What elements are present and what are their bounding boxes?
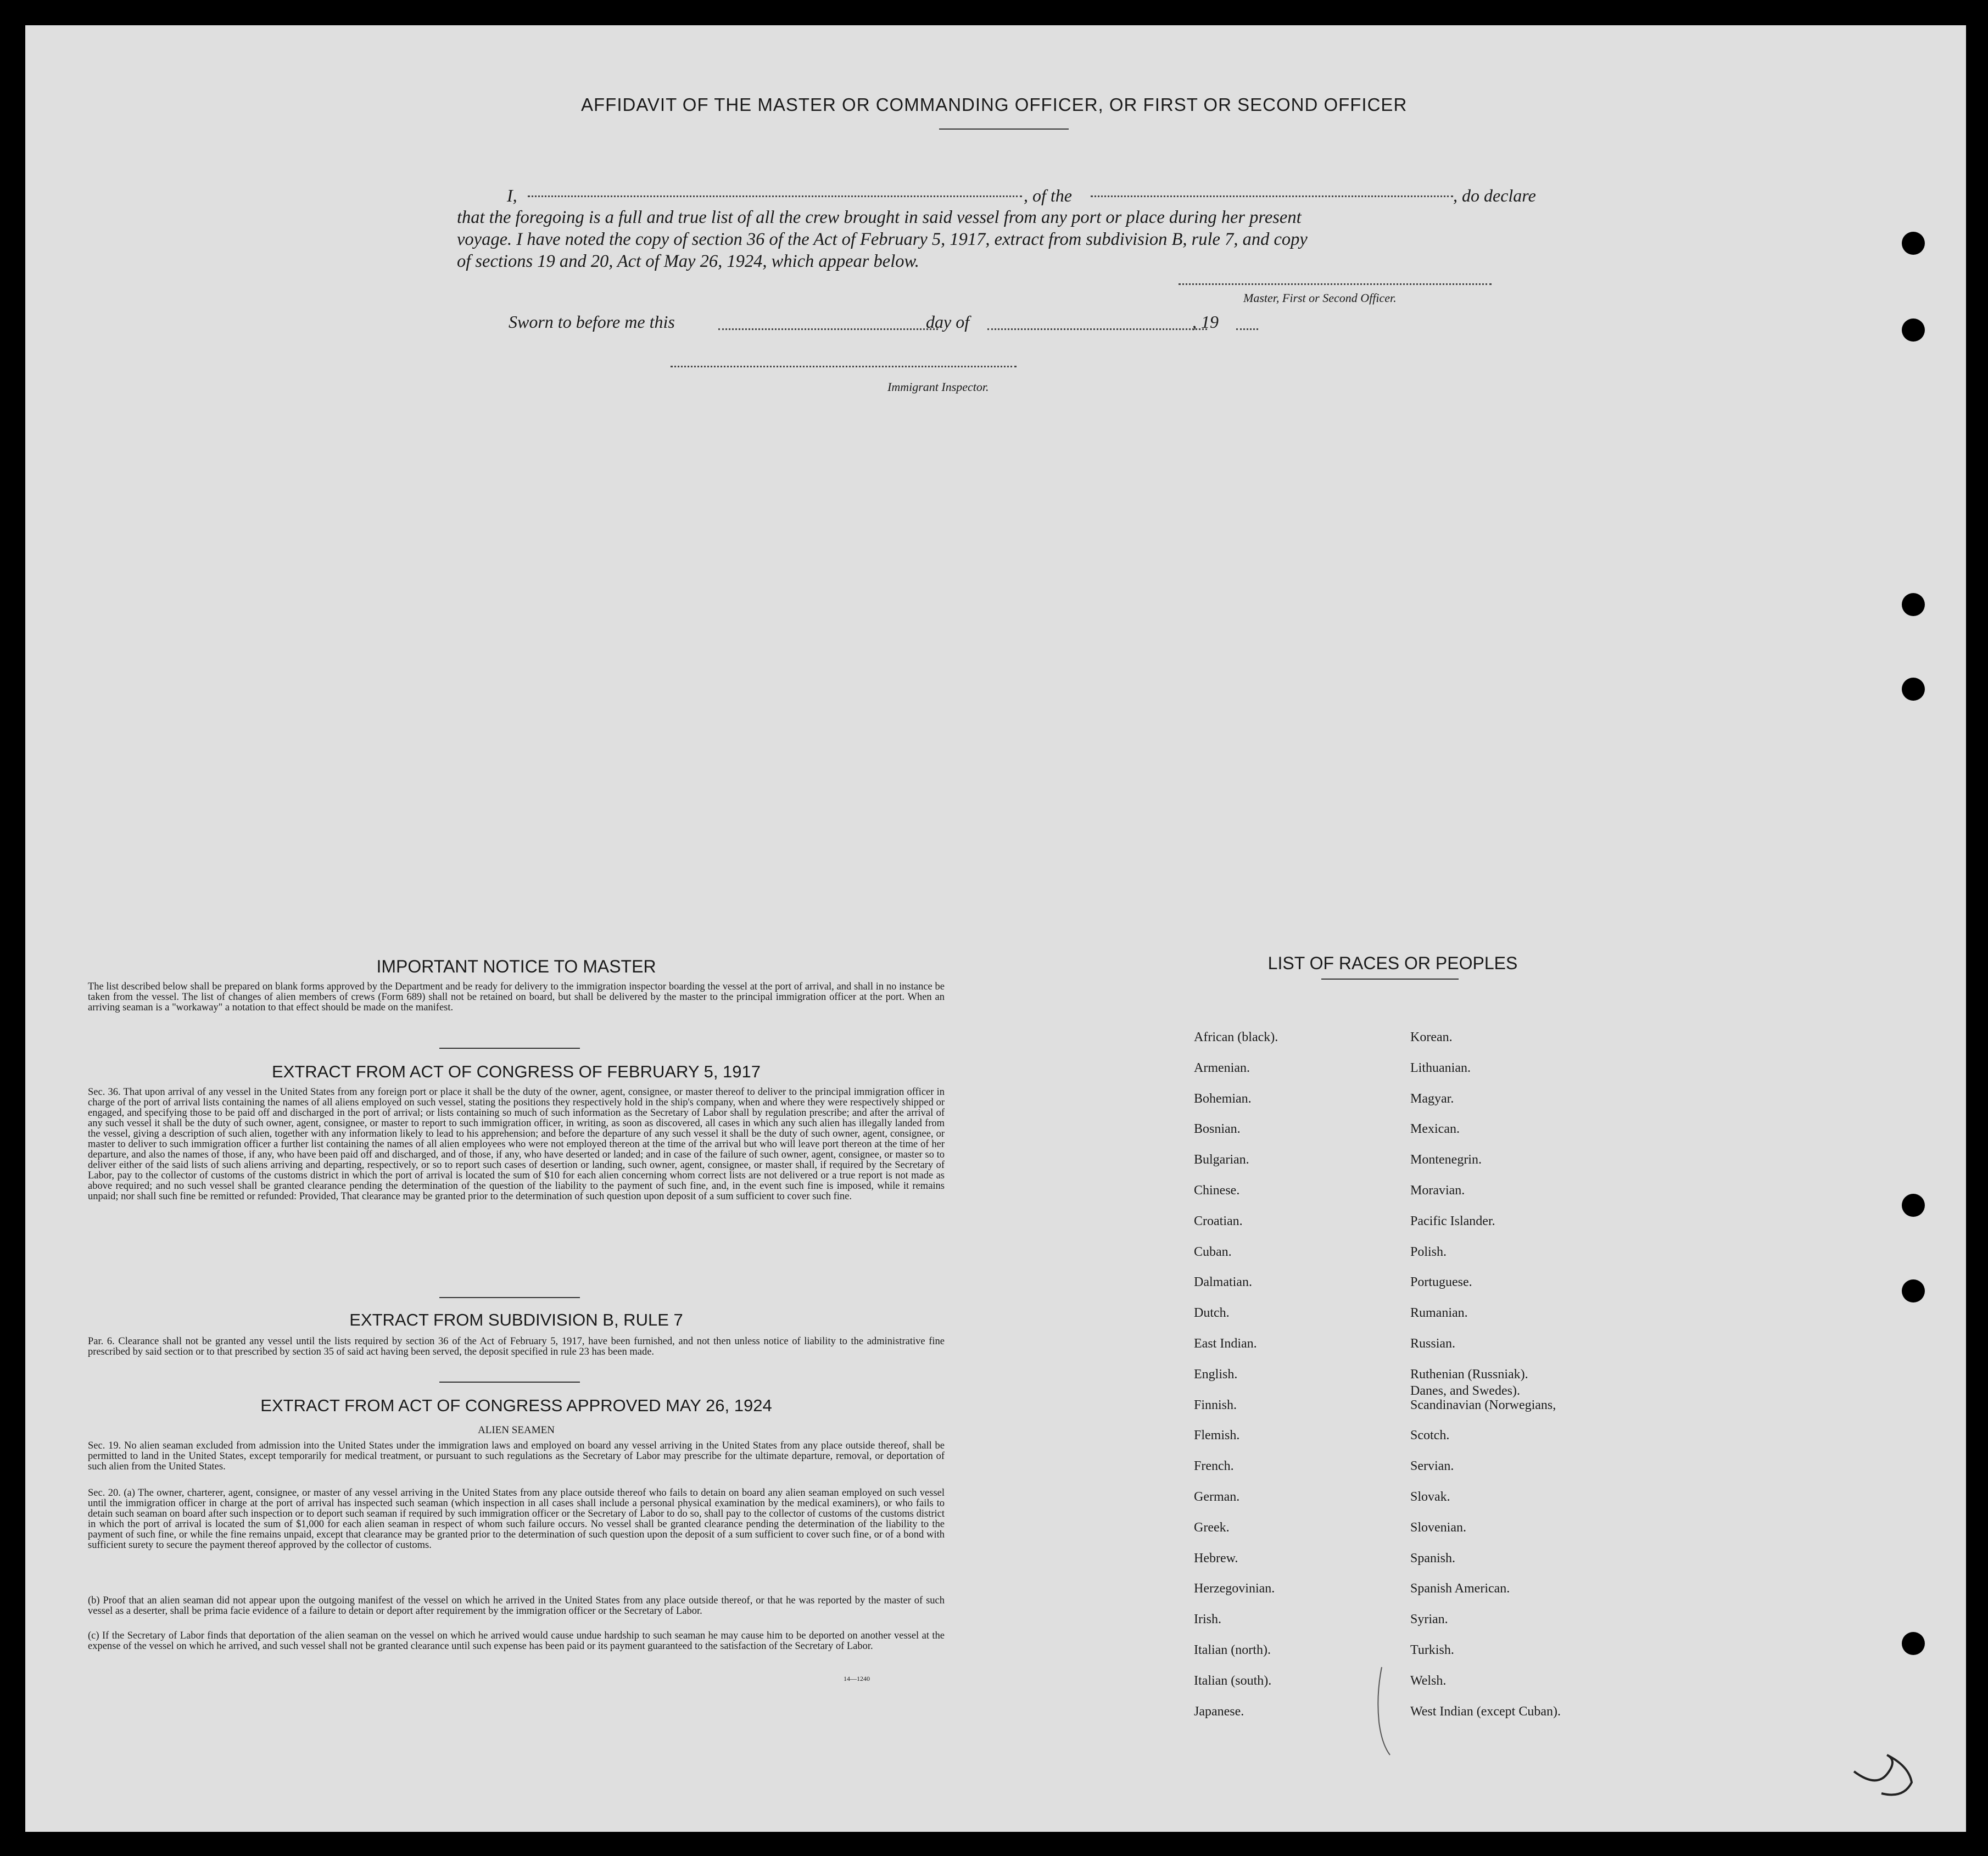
race-item: Italian (south). bbox=[1194, 1674, 1272, 1688]
race-item: West Indian (except Cuban). bbox=[1410, 1704, 1561, 1719]
race-item: French. bbox=[1194, 1459, 1234, 1473]
race-item: Rumanian. bbox=[1410, 1306, 1468, 1320]
races-heading: LIST OF RACES OR PEOPLES bbox=[1267, 953, 1518, 973]
race-item: Pacific Islander. bbox=[1410, 1214, 1495, 1228]
sworn-year: , 19 bbox=[1192, 312, 1219, 332]
notice-divider bbox=[439, 1048, 580, 1049]
race-item: German. bbox=[1194, 1490, 1240, 1504]
extract-1924-sec20c: (c) If the Secretary of Labor finds that deportation of the alien seaman on the vessel on which he arrived would cause undue hardship to such seaman he may cause him to be deported on another vessel at the expense of the vessel on which he arrived, and such vessel shall not be granted clearance until such expense has been paid or its payment guaranteed to the satisfaction of the Secretary of Labor. bbox=[88, 1630, 945, 1652]
race-item: Flemish. bbox=[1194, 1428, 1240, 1443]
master-caption: Master, First or Second Officer. bbox=[1243, 291, 1397, 305]
race-item: Korean. bbox=[1410, 1030, 1453, 1044]
handwritten-mark bbox=[1849, 1749, 1925, 1804]
sworn-year-blank bbox=[1236, 328, 1258, 330]
sworn-prefix: Sworn to before me this bbox=[509, 312, 675, 332]
race-item: Bulgarian. bbox=[1194, 1153, 1249, 1167]
extract-1924-heading: EXTRACT FROM ACT OF CONGRESS APPROVED MAY 26, 1924 bbox=[260, 1396, 772, 1415]
extract-1924-sec20b: (b) Proof that an alien seaman did not appear upon the outgoing manifest of the vessel on which he arrived in the United States from any place outside thereof, or that he was reported by the master of such vessel as a deserter, shall be prima facie evidence of a failure to detain or deport after requirement by the immigration officer or the Secretary of Labor. bbox=[88, 1595, 945, 1617]
notice-heading: IMPORTANT NOTICE TO MASTER bbox=[376, 957, 656, 976]
vessel-blank bbox=[1091, 195, 1453, 197]
race-item: Herzegovinian. bbox=[1194, 1581, 1275, 1596]
extract-1917-heading: EXTRACT FROM ACT OF CONGRESS OF FEBRUARY 5, 1917 bbox=[271, 1062, 761, 1081]
extract-1917-divider bbox=[439, 1297, 580, 1298]
races-divider bbox=[1321, 979, 1459, 980]
sworn-month-blank bbox=[987, 328, 1207, 330]
race-item: Montenegrin. bbox=[1410, 1153, 1482, 1167]
race-item: Scandinavian (Norwegians, bbox=[1410, 1398, 1556, 1412]
affidavit-line-4: of sections 19 and 20, Act of May 26, 1924, which appear below. bbox=[457, 251, 919, 271]
inspector-caption: Immigrant Inspector. bbox=[887, 380, 989, 394]
extract-1924-sec20a: Sec. 20. (a) The owner, charterer, agent, consignee, or master of any vessel arriving in the United States from any place outside thereof who fails to detain on board any alien seaman employed on such vessel until the immigration officer in charge at the port of arrival has inspected such seaman (which inspection in all cases shall include a personal physical examination by the medical examiners), or who fails to detain such seaman on board after such inspection or to deport such seaman if required by such immigration officer or the Secretary of Labor to do so, shall pay to the collector of customs of the customs district in which the port of arrival is located the sum of $1,000 for each alien seaman in respect of whom such failure occurs. No vessel shall be granted clearance pending the determination of the liability to the payment of such fine, or while the fine remains unpaid, except that clearance may be granted prior to the determination of such question upon the deposit of a sum sufficient to cover such fine, or of a bond with sufficient surety to secure the payment thereof approved by the collector of customs. bbox=[88, 1488, 945, 1551]
race-item: Slovak. bbox=[1410, 1490, 1450, 1504]
race-item: Hebrew. bbox=[1194, 1551, 1238, 1566]
race-item: Bohemian. bbox=[1194, 1092, 1252, 1106]
race-item: Russian. bbox=[1410, 1337, 1456, 1351]
race-item: Irish. bbox=[1194, 1612, 1221, 1626]
race-item: Scotch. bbox=[1410, 1428, 1450, 1443]
notice-body: The list described below shall be prepared on blank forms approved by the Department and be ready for delivery to the immigration inspector boarding the vessel at the port of arrival, and shall in no instance be taken from the vessel. The list of changes of alien members of crews (Form 689) shall not be retained on board, but shall be delivered by the master to the principal immigration officer at the port. When an arriving seaman is a "workaway" a notation to that effect should be made on the manifest. bbox=[88, 981, 945, 1013]
extract-rule7-body: Par. 6. Clearance shall not be granted any vessel until the lists required by section 36 of the Act of February 5, 1917, have been furnished, and not then unless notice of liability to the administrative fine prescribed by said section or to that prescribed by section 35 of said act having been served, the deposit specified in rule 23 has been made. bbox=[88, 1336, 945, 1357]
race-item: Polish. bbox=[1410, 1245, 1447, 1259]
extract-1924-sec19: Sec. 19. No alien seaman excluded from admission into the United States under the immigration laws and employed on board any vessel arriving in the United States from any place outside thereof, shall be permitted to land in the United States, except temporarily for medical treatment, or pursuant to such regulations as the Secretary of Labor may prescribe for the ultimate departure, removal, or deportation of such alien from the United States. bbox=[88, 1440, 945, 1472]
race-item: Moravian. bbox=[1410, 1183, 1465, 1198]
binder-hole bbox=[1902, 232, 1925, 255]
race-item: Armenian. bbox=[1194, 1061, 1250, 1075]
race-item: Dalmatian. bbox=[1194, 1275, 1252, 1289]
race-item: Slovenian. bbox=[1410, 1520, 1466, 1535]
affidavit-i-label: I, bbox=[507, 186, 517, 205]
form-number: 14—1240 bbox=[844, 1675, 870, 1682]
race-item: Greek. bbox=[1194, 1520, 1230, 1535]
race-item: Magyar. bbox=[1410, 1092, 1454, 1106]
affidavit-of-the-label: , of the bbox=[1024, 186, 1072, 205]
extract-rule7-heading: EXTRACT FROM SUBDIVISION B, RULE 7 bbox=[349, 1310, 683, 1329]
sworn-day-of: day of bbox=[926, 312, 970, 332]
race-item: Ruthenian (Russniak). bbox=[1410, 1367, 1528, 1382]
race-item: Portuguese. bbox=[1410, 1275, 1472, 1289]
race-item: African (black). bbox=[1194, 1030, 1278, 1044]
extract-1924-subheading: ALIEN SEAMEN bbox=[478, 1424, 555, 1436]
race-item: East Indian. bbox=[1194, 1337, 1257, 1351]
race-item: Italian (north). bbox=[1194, 1643, 1271, 1657]
race-item: Cuban. bbox=[1194, 1245, 1232, 1259]
race-item: Turkish. bbox=[1410, 1643, 1454, 1657]
affidavit-line-2: that the foregoing is a full and true list of all the crew brought in said vessel from any port or place during her present bbox=[457, 208, 1302, 227]
binder-hole bbox=[1902, 678, 1925, 701]
race-item: Lithuanian. bbox=[1410, 1061, 1471, 1075]
document-page bbox=[25, 25, 1966, 1832]
race-item: Mexican. bbox=[1410, 1122, 1460, 1136]
race-item: Spanish. bbox=[1410, 1551, 1456, 1566]
race-item: Finnish. bbox=[1194, 1398, 1237, 1412]
binder-hole bbox=[1902, 1279, 1925, 1302]
race-item: Dutch. bbox=[1194, 1306, 1230, 1320]
title-divider bbox=[939, 128, 1069, 130]
race-item: Croatian. bbox=[1194, 1214, 1243, 1228]
race-item: Chinese. bbox=[1194, 1183, 1240, 1198]
binder-hole bbox=[1902, 593, 1925, 616]
affidavit-do-declare-label: , do declare bbox=[1453, 186, 1536, 205]
race-item: Spanish American. bbox=[1410, 1581, 1510, 1596]
race-item: Syrian. bbox=[1410, 1612, 1448, 1626]
race-item: Japanese. bbox=[1194, 1704, 1244, 1719]
race-item: Welsh. bbox=[1410, 1674, 1447, 1688]
inspector-signature-line bbox=[671, 366, 1017, 367]
extract-1917-body: Sec. 36. That upon arrival of any vessel in the United States from any foreign port or place it shall be the duty of the owner, agent, consignee, or master thereof to deliver to the principal immigration officer in charge of the port of arrival lists containing the names of all aliens employed on such vessel, stating the positions they respectively hold in the ship's company, when and where they were respectively shipped or engaged, and specifying those to be paid off and discharged in the port of arrival; or lists containing so much of such information as the Secretary of Labor shall by regulation prescribe; and after the arrival of any such vessel it shall be the duty of such owner, agent, consignee, or master to report to such immigration officer, in writing, as soon as discovered, all cases in which any such alien has illegally landed from the vessel, giving a description of such alien, together with any information likely to lead to his apprehension; and before the departure of any such vessel it shall be the duty of such owner, agent, consignee, or master to deliver to such immigration officer a further list containing the names of all alien employees who were not employed thereon at the time of the arrival but who will leave port thereon at the time of her departure, and also the names of those, if any, who have been paid off and discharged, and of those, if any, who have deserted or landed; and in case of the failure of such owner, agent, consignee, or master so to deliver either of the said lists of such aliens arriving and departing, respectively, or so to report such cases of desertion or landing, such owner, agent, consignee, or master shall, if required by the Secretary of Labor, pay to the collector of customs of the customs district in which the port of arrival is located the sum of $10 for each alien concerning whom correct lists are not delivered or a true report is not made as above required; and no such vessel shall be granted clearance pending the determination of the question of the liability to the payment of such fine, and, in the event such fine is imposed, while it remains unpaid; nor shall such fine be remitted or refunded: Provided, That clearance may be granted prior to the determination of such question upon deposit of a sum sufficient to cover such fine. bbox=[88, 1087, 945, 1202]
race-item: Bosnian. bbox=[1194, 1122, 1241, 1136]
binder-hole bbox=[1902, 1194, 1925, 1217]
affidavit-line-3: voyage. I have noted the copy of section 36 of the Act of February 5, 1917, extract from subdivision B, rule 7, and copy bbox=[457, 230, 1308, 249]
race-item: Servian. bbox=[1410, 1459, 1454, 1473]
name-blank bbox=[528, 195, 1022, 197]
binder-hole bbox=[1902, 318, 1925, 342]
master-signature-line bbox=[1179, 283, 1492, 285]
extract-rule7-divider bbox=[439, 1382, 580, 1383]
affidavit-title: AFFIDAVIT OF THE MASTER OR COMMANDING OFFICER, OR FIRST OR SECOND OFFICER bbox=[581, 94, 1408, 115]
pencil-mark bbox=[1371, 1662, 1393, 1760]
sworn-day-blank bbox=[718, 328, 938, 330]
race-item: English. bbox=[1194, 1367, 1238, 1382]
binder-hole bbox=[1902, 1632, 1925, 1655]
race-scandinavian-continued: Danes, and Swedes). bbox=[1410, 1384, 1520, 1398]
